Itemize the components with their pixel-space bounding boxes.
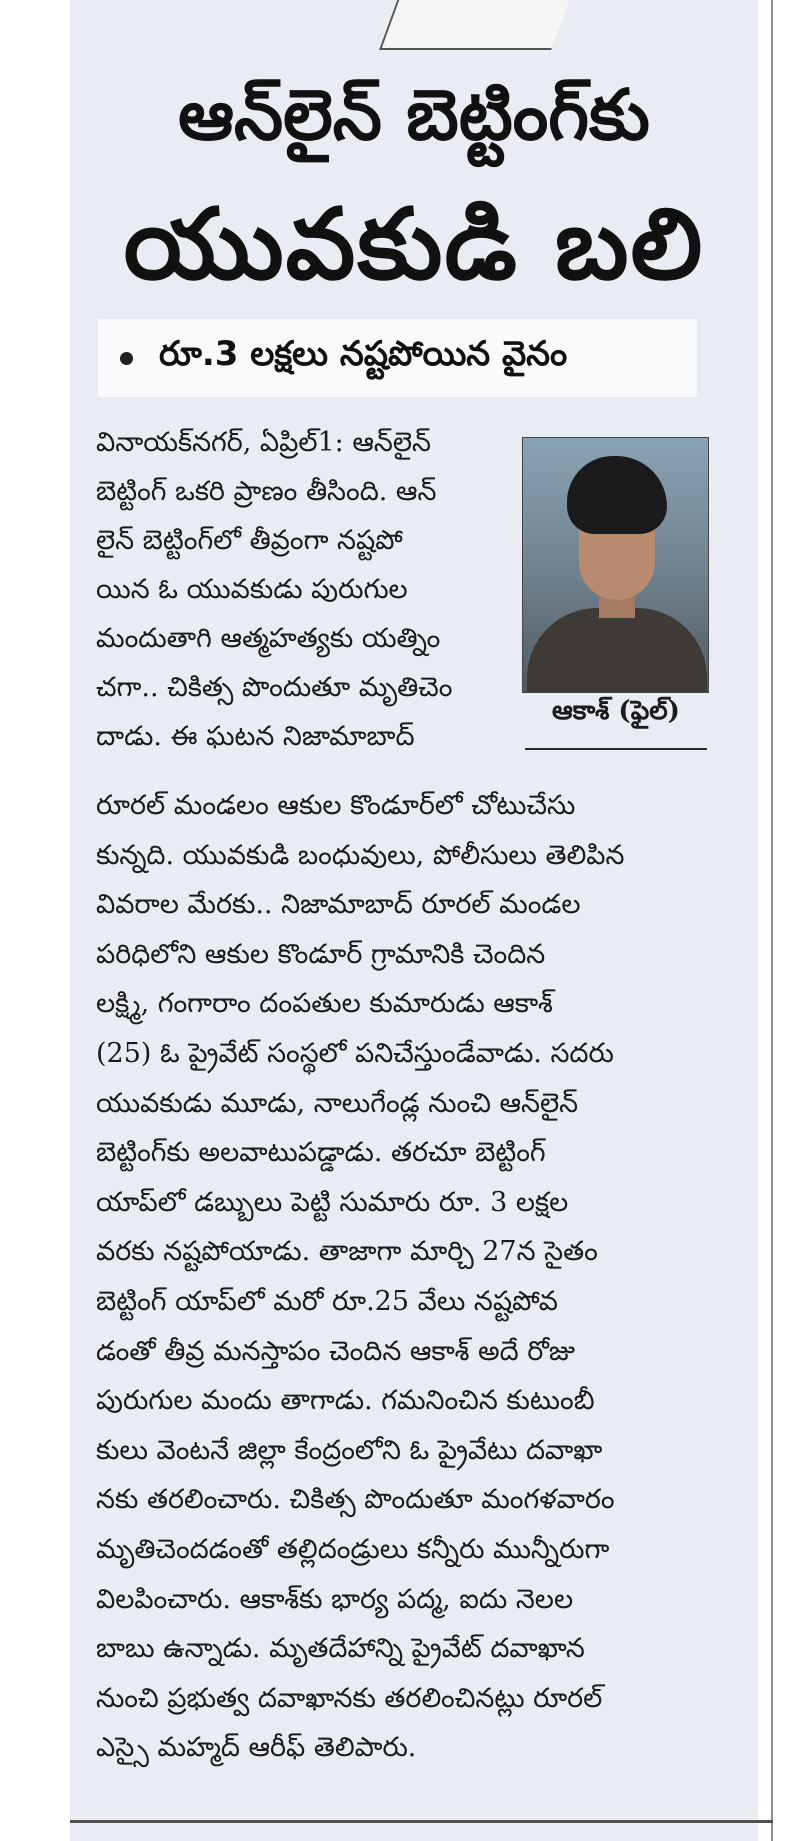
article-body-full-column: [96, 781, 706, 1773]
body-line: వివరాల మేరకు.. నిజామాబాద్ రూరల్ మండల: [96, 889, 581, 921]
body-line: లక్ష్మి, గంగారాం దంపతుల కుమారుడు ఆకాశ్: [96, 988, 553, 1020]
body-line: యువకుడు మూడు, నాలుగేండ్ల నుంచి ఆన్‌లైన్: [96, 1087, 579, 1119]
person-photo: [522, 437, 709, 693]
body-line: లైన్ బెట్టింగ్‌లో తీవ్రంగా నష్టపో: [96, 525, 403, 556]
body-line: దాడు. ఈ ఘటన నిజామాబాద్: [96, 721, 415, 752]
right-border-rule: [771, 0, 773, 1841]
body-line: మందుతాగి ఆత్మహత్యకు యత్నిం: [96, 623, 441, 654]
body-line: కులు వెంటనే జిల్లా కేంద్రంలోని ఓ ప్రైవేటు దవాఖా: [96, 1434, 603, 1466]
body-line: నుంచి ప్రభుత్వ దవాఖానకు తరలించినట్లు రూరల్: [96, 1682, 603, 1714]
headline-line-2: యువకుడి బలి: [123, 188, 705, 302]
body-line: వరకు నష్టపోయాడు. తాజాగా మార్చి 27న సైతం: [96, 1236, 598, 1268]
body-line: బాబు ఉన్నాడు. మృతదేహాన్ని ప్రైవేట్ దవాఖాన: [96, 1633, 585, 1665]
subheadline-text: రూ.3 లక్షలు నష్టపోయిన వైనం: [159, 334, 568, 374]
decorative-paper-corner: [379, 0, 573, 50]
bullet-icon: [120, 352, 133, 365]
article-body-narrow-column: [96, 418, 516, 761]
body-line: యాప్‌లో డబ్బులు పెట్టి సుమారు రూ. 3 లక్షల: [96, 1186, 569, 1218]
photo-caption: ఆకాశ్ (ఫైల్): [552, 696, 680, 726]
body-line: బెట్టింగ్ ఒకరి ప్రాణం తీసింది. ఆన్: [96, 476, 437, 507]
body-line: పురుగుల మందు తాగాడు. గమనించిన కుటుంబీ: [96, 1385, 595, 1417]
body-line: వినాయక్‌నగర్, ఏప్రిల్1: ఆన్‌లైన్: [96, 427, 431, 458]
body-line: ఎస్సై మహ్మద్ ఆరీఫ్ తెలిపారు.: [96, 1732, 417, 1764]
body-line: పరిధిలోని ఆకుల కొండూర్ గ్రామానికి చెందిన: [96, 938, 546, 970]
headline-line-1: ఆన్‌లైన్ బెట్టింగ్‌కు: [178, 74, 650, 156]
body-line: నకు తరలించారు. చికిత్స పొందుతూ మంగళవారం: [96, 1484, 615, 1516]
body-line: రూరల్ మండలం ఆకుల కొండూర్‌లో చోటుచేసు: [96, 790, 576, 821]
body-line: యిన ఓ యువకుడు పురుగుల: [96, 574, 408, 605]
body-line: బెట్టింగ్ యాప్‌లో మరో రూ.25 వేలు నష్టపోవ: [96, 1285, 558, 1317]
body-line: (25) ఓ ప్రైవేట్ సంస్థలో పనిచేస్తుండేవాడు. సదరు: [96, 1037, 614, 1069]
body-line: చగా.. చికిత్స పొందుతూ మృతిచెం: [96, 672, 453, 703]
body-line: కున్నది. యువకుడి బంధువులు, పోలీసులు తెలిపిన: [96, 839, 625, 871]
body-line: మృతిచెందడంతో తల్లిదండ్రులు కన్నీరు మున్నీరుగా: [96, 1533, 610, 1565]
caption-divider: [525, 748, 707, 750]
body-line: డంతో తీవ్ర మనస్తాపం చెందిన ఆకాశ్ అదే రోజు: [96, 1335, 576, 1367]
bottom-border-rule: [70, 1820, 773, 1823]
body-line: బెట్టింగ్‌కు అలవాటుపడ్డాడు. తరచూ బెట్టింగ్: [96, 1137, 546, 1169]
subheadline-box: [98, 319, 697, 397]
body-line: విలపించారు. ఆకాశ్‌కు భార్య పద్మ, ఐదు నెలల: [96, 1583, 574, 1615]
